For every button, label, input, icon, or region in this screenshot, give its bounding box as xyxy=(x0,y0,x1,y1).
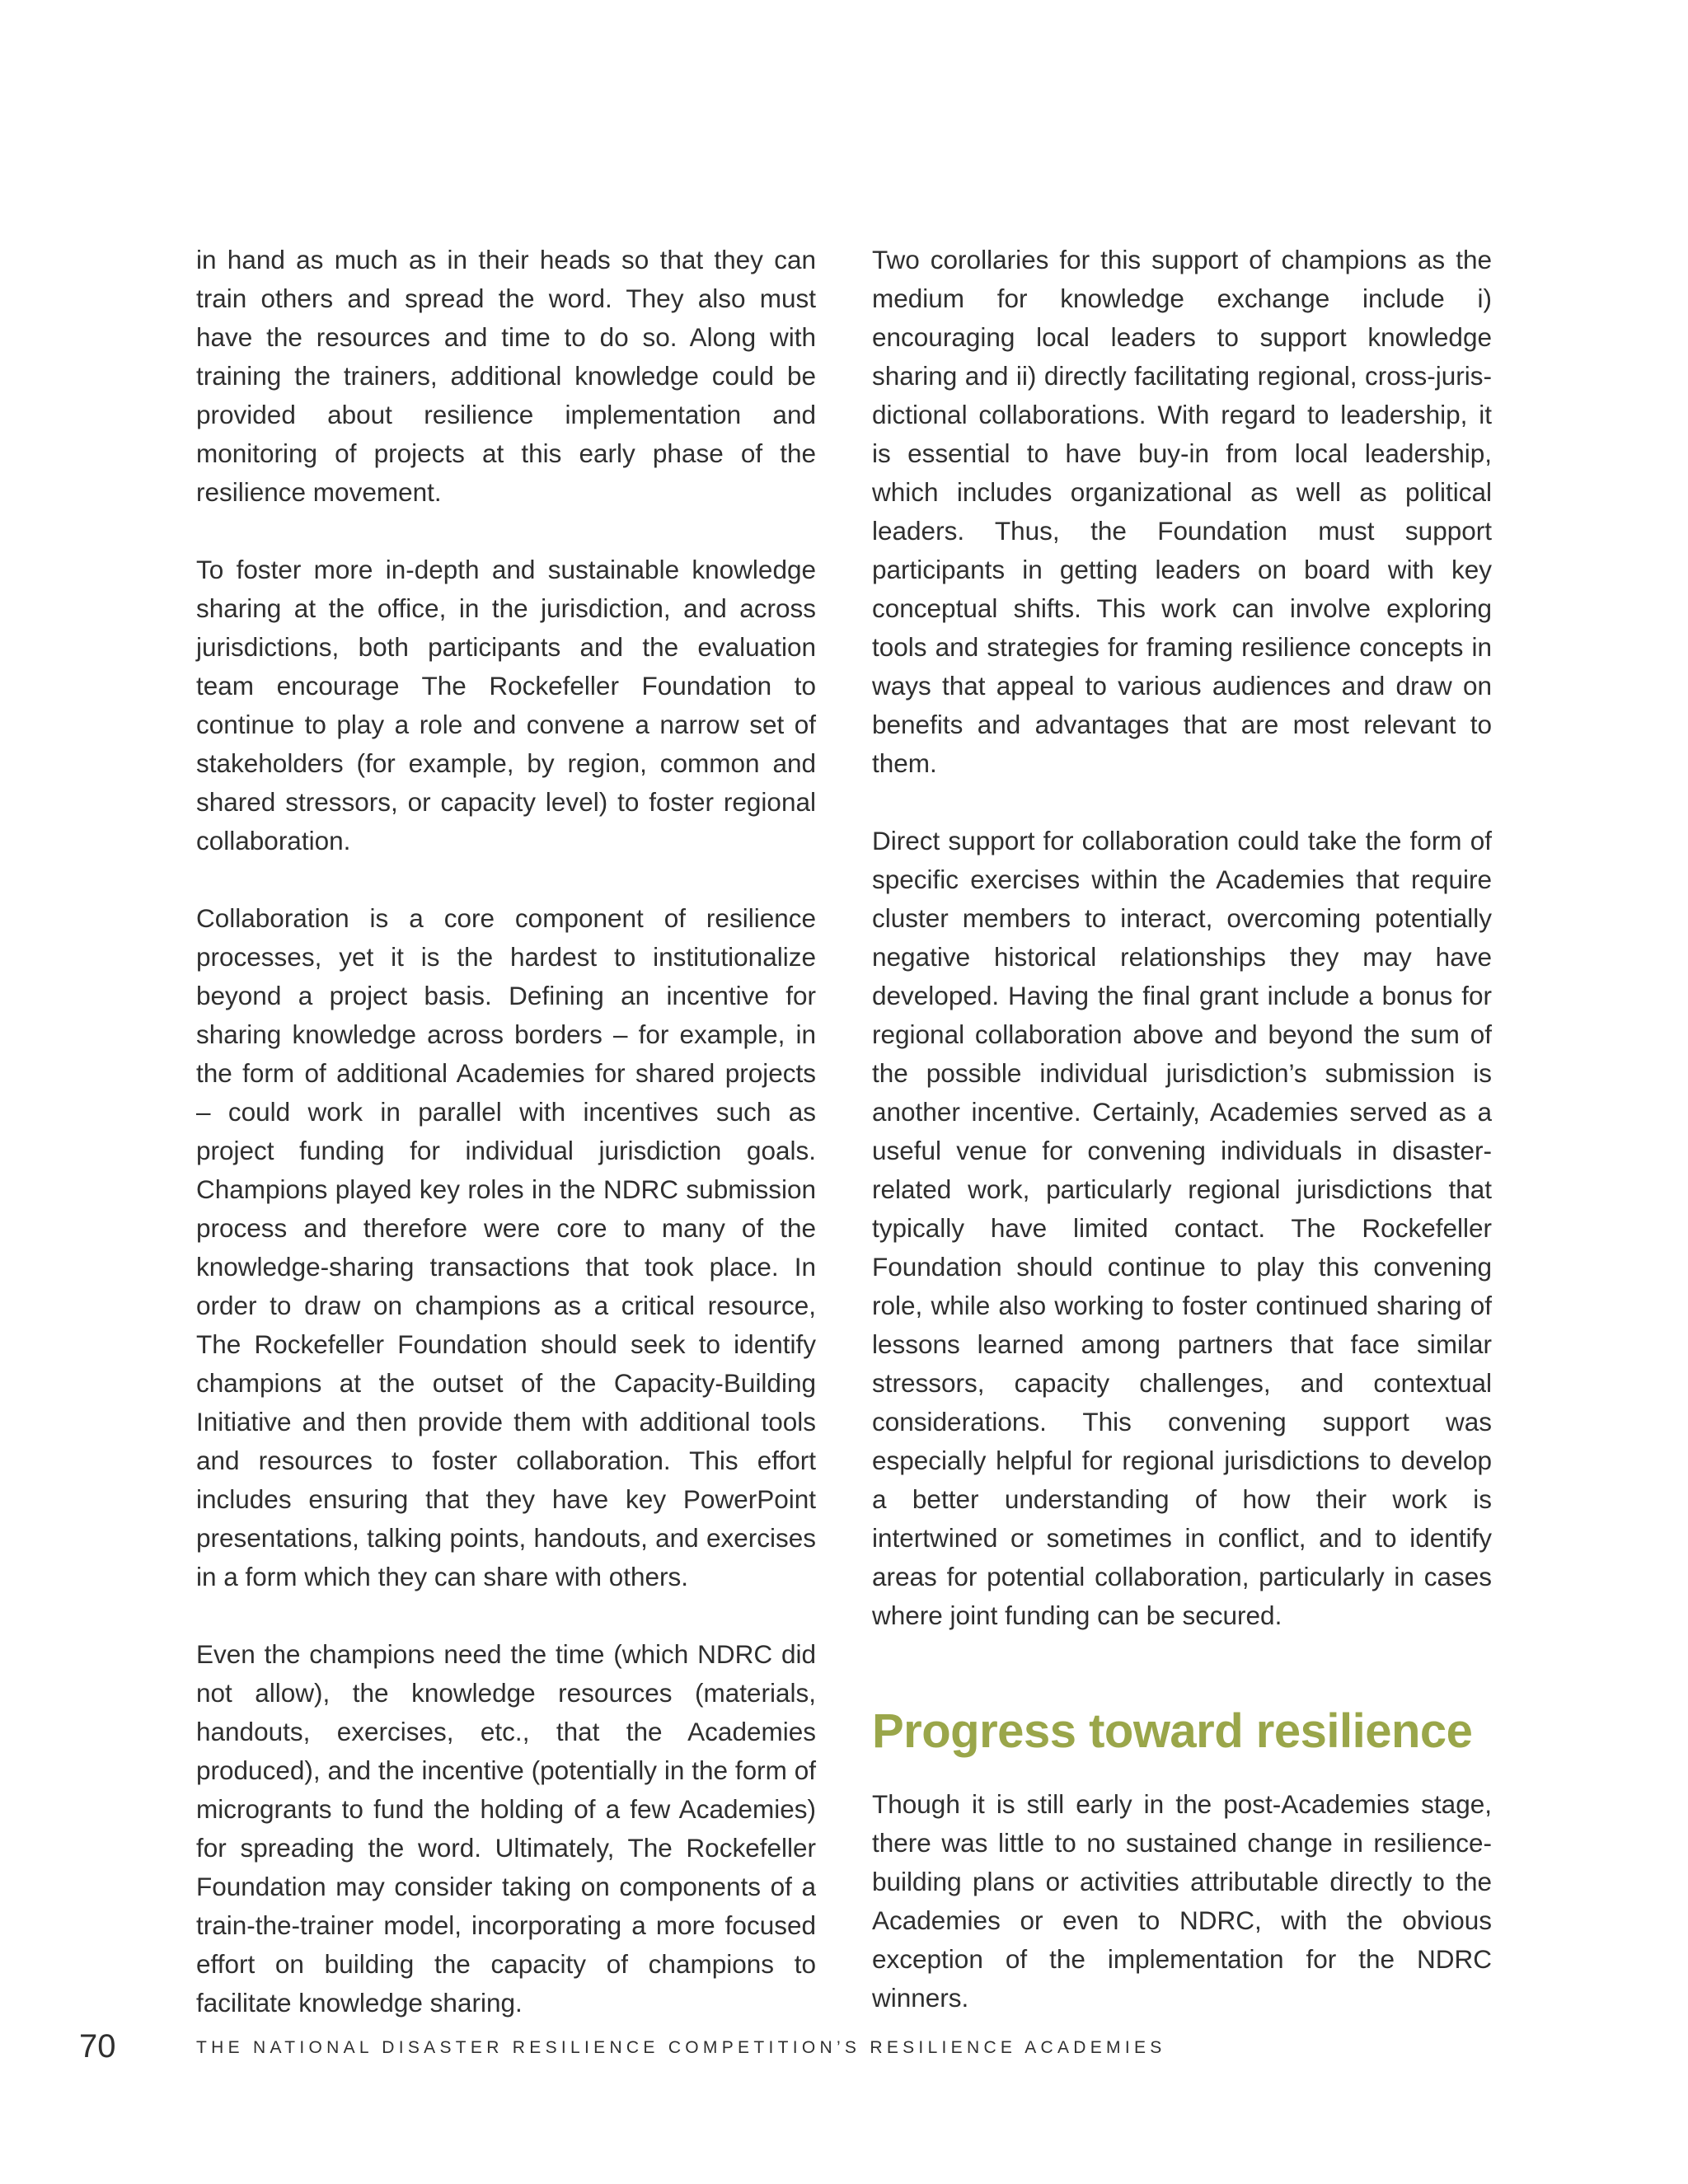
body-paragraph: Direct support for collaboration could take the form of specific exercises within the Academies that require cluster members to interact, overcoming potentially negative historical relationships they may have developed. Having the final grant include a bonus for regional collaboration above and beyond the sum of the possible individual jurisdiction’s submission is another incentive. Certainly, Academies served as a useful venue for convening individuals in disaster-related work, particularly regional jurisdictions that typically have limited contact. The Rockefeller Foundation should continue to play this convening role, while also working to foster continued sharing of lessons learned among partners that face similar stressors, capacity challenges, and contextual considerations. This convening support was especially helpful for regional jurisdictions to develop a better understanding of how their work is intertwined or sometimes in conflict, and to identify areas for potential collaboration, particularly in cases where joint funding can be secured. xyxy=(872,826,1492,1630)
running-title: THE NATIONAL DISASTER RESILIENCE COMPETITION’S RESILIENCE ACADEMIES xyxy=(196,2038,1166,2057)
body-paragraph: Even the champions need the time (which NDRC did not allow), the knowledge resources (materials, handouts, exercises, etc., that the Academies produced), and the incentive (potentially in the form of microgrants to fund the holding of a few Academies) for spreading the word. Ultimately, The Rockefeller Foundation may consider taking on components of a train-the-trainer model, incorporating a more focused effort on building the capacity of champions to facilitate knowledge sharing. xyxy=(196,1639,816,2018)
right-column xyxy=(872,241,1492,2056)
body-paragraph: Collaboration is a core component of resilience processes, yet it is the hardest to institutionalize beyond a project basis. Defining an incentive for sharing knowledge across borders – for example, in the form of additional Academies for shared projects – could work in parallel with incentives such as project funding for individual jurisdiction goals. Champions played key roles in the NDRC submission process and therefore were core to many of the knowledge-sharing transactions that took place. In order to draw on champions as a critical resource, The Rockefeller Foundation should seek to identify champions at the outset of the Capacity-Building Initiative and then provide them with additional tools and resources to foster collaboration. This effort includes ensuring that they have key PowerPoint presentations, talking points, handouts, and exercises in a form which they can share with others. xyxy=(196,903,816,1591)
body-paragraph: in hand as much as in their heads so that they can train others and spread the word. They also must have the resources and time to do so. Along with training the trainers, additional knowledge could be provided about resilience implementation and monitoring of projects at this early phase of the resilience movement. xyxy=(196,245,816,507)
page-number: 70 xyxy=(79,2028,116,2064)
body-paragraph: To foster more in-depth and sustainable knowledge sharing at the office, in the jurisdiction, and across jurisdictions, both participants and the evaluation team encourage The Rockefeller Foundation to continue to play a role and convene a narrow set of stakeholders (for example, by region, common and shared stressors, or capacity level) to foster regional collaboration. xyxy=(196,555,816,855)
left-column xyxy=(196,241,816,2061)
body-paragraph: Though it is still early in the post-Academies stage, there was little to no sustained change in resilience-building plans or activities attributable directly to the Academies or even to NDRC, with the obvious exception of the implementation for the NDRC winners. xyxy=(872,1789,1492,2013)
section-heading: Progress toward resilience xyxy=(872,1704,1473,1758)
body-paragraph: Two corollaries for this support of champions as the medium for knowledge exchange include i) encouraging local leaders to support knowledge sharing and ii) directly facilitating regional, cross-jurisdictional collaborations. With regard to leadership, it is essential to have buy-in from local leadership, which includes organizational as well as political leaders. Thus, the Foundation must support participants in getting leaders on board with key conceptual shifts. This work can involve exploring tools and strategies for framing resilience concepts in ways that appeal to various audiences and draw on benefits and advantages that are most relevant to them. xyxy=(872,245,1492,778)
